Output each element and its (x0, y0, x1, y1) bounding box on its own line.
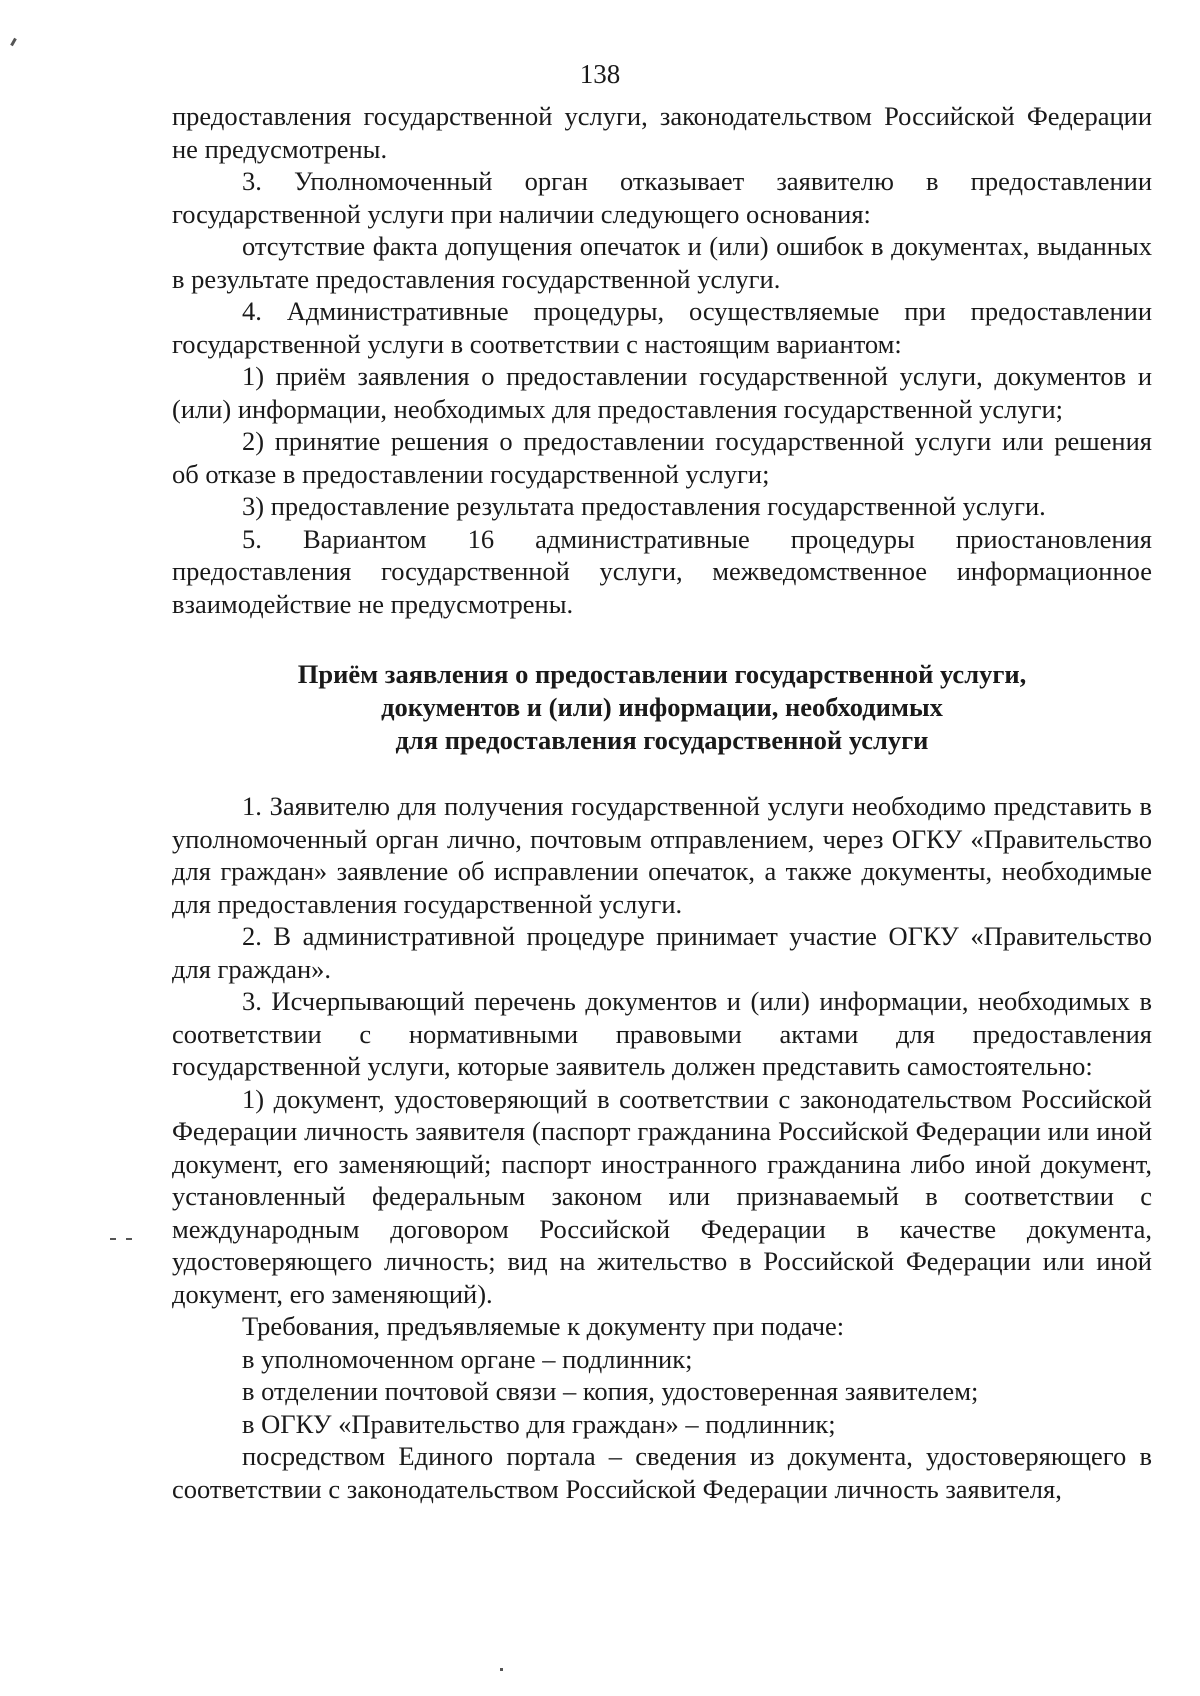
heading-line: Приём заявления о предоставлении государственной услуги, (297, 659, 1027, 689)
paragraph: 3. Исчерпывающий перечень документов и (или) информации, необходимых в соответствии с нормативными правовыми актами для предоставления государственной услуги, которые заявитель должен представить самостоятельно: (172, 986, 1152, 1081)
page-number: 138 (579, 59, 621, 89)
document-body (172, 100, 1152, 1505)
paragraph: в отделении почтовой связи – копия, удостоверенная заявителем; (242, 1376, 979, 1406)
paragraph: 3. Уполномоченный орган отказывает заявителю в предоставлении государственной услуги при наличии следующего основания: (172, 166, 1152, 229)
scan-speck (110, 1238, 116, 1240)
scan-speck (10, 38, 17, 46)
paragraph: предоставления государственной услуги, законодательством Российской Федерации не предусмотрены. (172, 101, 1152, 164)
paragraph: 2. В административной процедуре принимает участие ОГКУ «Правительство для граждан». (172, 921, 1152, 984)
heading-line: документов и (или) информации, необходимых (381, 692, 943, 722)
paragraphs-before-heading (172, 100, 1152, 620)
section-heading (172, 658, 1152, 757)
paragraph: 4. Административные процедуры, осуществляемые при предоставлении государственной услуги в соответствии с настоящим вариантом: (172, 296, 1152, 359)
paragraph: в ОГКУ «Правительство для граждан» – подлинник; (242, 1408, 836, 1439)
paragraph: 1) документ, удостоверяющий в соответствии с законодательством Российской Федерации личность заявителя (паспорт гражданина Российской Федерации или иной документ, его заменяющий; паспорт иностранного гражданина либо иной документ, установленный федеральным законом или признаваемый в соответствии с международным договором Российской Федерации в качестве документа, удостоверяющего личность; вид на жительство в Российской Федерации или иной документ, его заменяющий). (172, 1083, 1152, 1309)
paragraph: 5. Вариантом 16 административные процедуры приостановления предоставления государственной услуги, межведомственное информационное взаимодействие не предусмотрены. (172, 523, 1152, 619)
paragraph: 1. Заявителю для получения государственной услуги необходимо представить в уполномоченный орган лично, почтовым отправлением, через ОГКУ «Правительство для граждан» заявление об исправлении опечаток, а также документы, необходимые для предоставления государственной услуги. (172, 791, 1152, 919)
scan-speck (500, 1668, 503, 1671)
paragraph: Требования, предъявляемые к документу при подаче: (242, 1311, 845, 1341)
paragraphs-after-heading (172, 790, 1152, 1505)
paragraph: 3) предоставление результата предоставления государственной услуги. (242, 491, 1046, 521)
heading-line: для предоставления государственной услуги (395, 725, 929, 755)
paragraph: 1) приём заявления о предоставлении государственной услуги, документов и (или) информации, необходимых для предоставления государственной услуги; (172, 361, 1152, 424)
scan-speck (126, 1238, 132, 1240)
paragraph: отсутствие факта допущения опечаток и (или) ошибок в документах, выданных в результате предоставления государственной услуги. (172, 231, 1152, 294)
paragraph: в уполномоченном органе – подлинник; (242, 1343, 693, 1374)
paragraph: 2) принятие решения о предоставлении государственной услуги или решения об отказе в предоставлении государственной услуги; (172, 426, 1152, 489)
paragraph: посредством Единого портала – сведения из документа, удостоверяющего в соответствии с законодательством Российской Федерации личность заявителя, (172, 1441, 1152, 1504)
